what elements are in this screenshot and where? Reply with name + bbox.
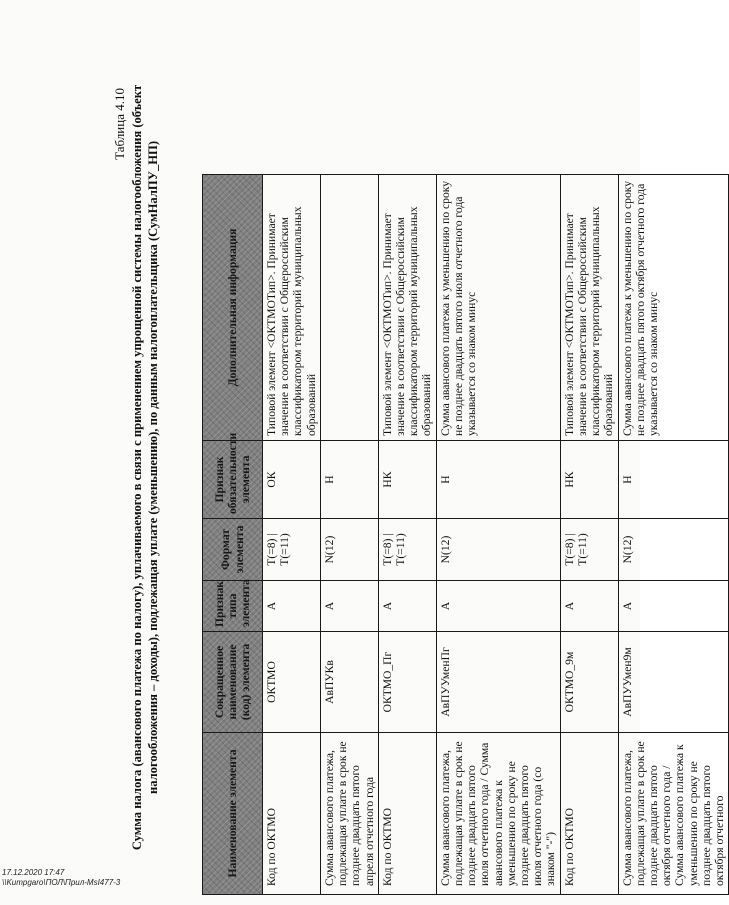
element-type-cell: А [263,581,321,632]
element-name-cell: Сумма авансового платежа, подлежащая уплате в срок не позднее двадцать пятого октября отчетного года / Сумма авансового платежа к уменьшению по сроку не позднее двадцать пятого октября отчетного [618,733,729,895]
element-code-cell: АвПУУменПг [436,632,560,733]
element-format-cell [618,519,729,581]
element-format-cell [560,519,618,581]
rotated-landscape-page [110,40,727,895]
table-row [263,175,321,895]
table-row [560,175,618,895]
element-required-cell: НК [378,441,436,519]
format-line: T(=8) | [380,533,394,566]
elements-table [202,174,729,895]
element-info-cell: Сумма авансового платежа к уменьшению по сроку не позднее двадцать пятого июля отчетного года указывается со знаком минус [436,175,560,441]
table-row [618,175,729,895]
document-footer [2,868,120,888]
table-title-line-1: Сумма налога (авансового платежа по налогу), уплачиваемого в связи с применением упрощенной системы налогообложения (объект [130,84,144,851]
element-code-cell: ОКТМО [263,632,321,733]
element-required-cell: НК [560,441,618,519]
table-title [130,40,161,895]
column-header: Сокращенное наименование (код) элемента [203,632,263,733]
element-code-cell: АвПУКв [321,632,379,733]
element-name-cell: Сумма авансового платежа, подлежащая уплате в срок не позднее двадцать пятого июля отчетного года / Сумма авансового платежа к уменьшению по сроку не позднее двадцать пятого июля отчетного года (со знаком "-") [436,733,560,895]
format-line: N(12) [620,535,634,564]
format-line: T(=11) [575,533,589,566]
format-line: T(=11) [278,533,292,566]
element-required-cell: Н [321,441,379,519]
element-code-cell: ОКТМО_9м [560,632,618,733]
table-header-row [203,175,263,895]
element-info-cell: Типовой элемент <ОКТМОТип>. Принимает значение в соответствии с Общероссийским классификатором территорий муниципальных образований [560,175,618,441]
element-code-cell: АвПУУмен9м [618,632,729,733]
element-format-cell [321,519,379,581]
column-header: Формат элемента [203,519,263,581]
column-header: Признак типа элемента [203,581,263,632]
table-row [321,175,379,895]
element-format-cell [263,519,321,581]
column-header: Наименование элемента [203,733,263,895]
table-header-block [110,40,202,895]
element-info-cell: Типовой элемент <ОКТМОТип>. Принимает значение в соответствии с Общероссийским классификатором территорий муниципальных образований [263,175,321,441]
column-header: Признак обязательности элемента [203,441,263,519]
table-title-line-2: налогообложения – доходы), подлежащая уплате (уменьшению), по данным налогоплательщика (СумНалПУ_НП) [145,140,160,795]
element-name-cell: Код по ОКТМО [378,733,436,895]
element-code-cell: ОКТМО_Пг [378,632,436,733]
element-required-cell: ОК [263,441,321,519]
element-name-cell: Код по ОКТМО [263,733,321,895]
format-line: T(=8) | [562,533,576,566]
element-type-cell: А [321,581,379,632]
footer-file-path: \\Kumpgaro\ПОЛ\Прил-MsI477-3 [2,878,121,887]
element-info-cell: Сумма авансового платежа к уменьшению по сроку не позднее двадцать пятого октября отчетного года указывается со знаком минус [618,175,729,441]
element-type-cell: А [436,581,560,632]
element-required-cell: Н [618,441,729,519]
element-info-cell: Типовой элемент <ОКТМОТип>. Принимает значение в соответствии с Общероссийским классификатором территорий муниципальных образований [378,175,436,441]
table-label: Таблица 4.10 [112,88,127,160]
element-format-cell [378,519,436,581]
element-name-cell: Сумма авансового платежа, подлежащая уплате в срок не позднее двадцать пятого апреля отчетного года [321,733,379,895]
table-row [436,175,560,895]
column-header: Дополнительная информация [203,175,263,441]
element-format-cell [436,519,560,581]
footer-timestamp: 17.12.2020 17:47 [2,868,65,877]
format-line: T(=8) | [265,533,278,566]
element-name-cell: Код по ОКТМО [560,733,618,895]
format-line: N(12) [323,535,336,564]
element-type-cell: А [618,581,729,632]
element-type-cell: А [560,581,618,632]
format-line: N(12) [438,535,452,564]
format-line: T(=11) [394,533,408,566]
element-required-cell: Н [436,441,560,519]
element-info-cell [321,175,379,441]
table-row [378,175,436,895]
element-type-cell: А [378,581,436,632]
